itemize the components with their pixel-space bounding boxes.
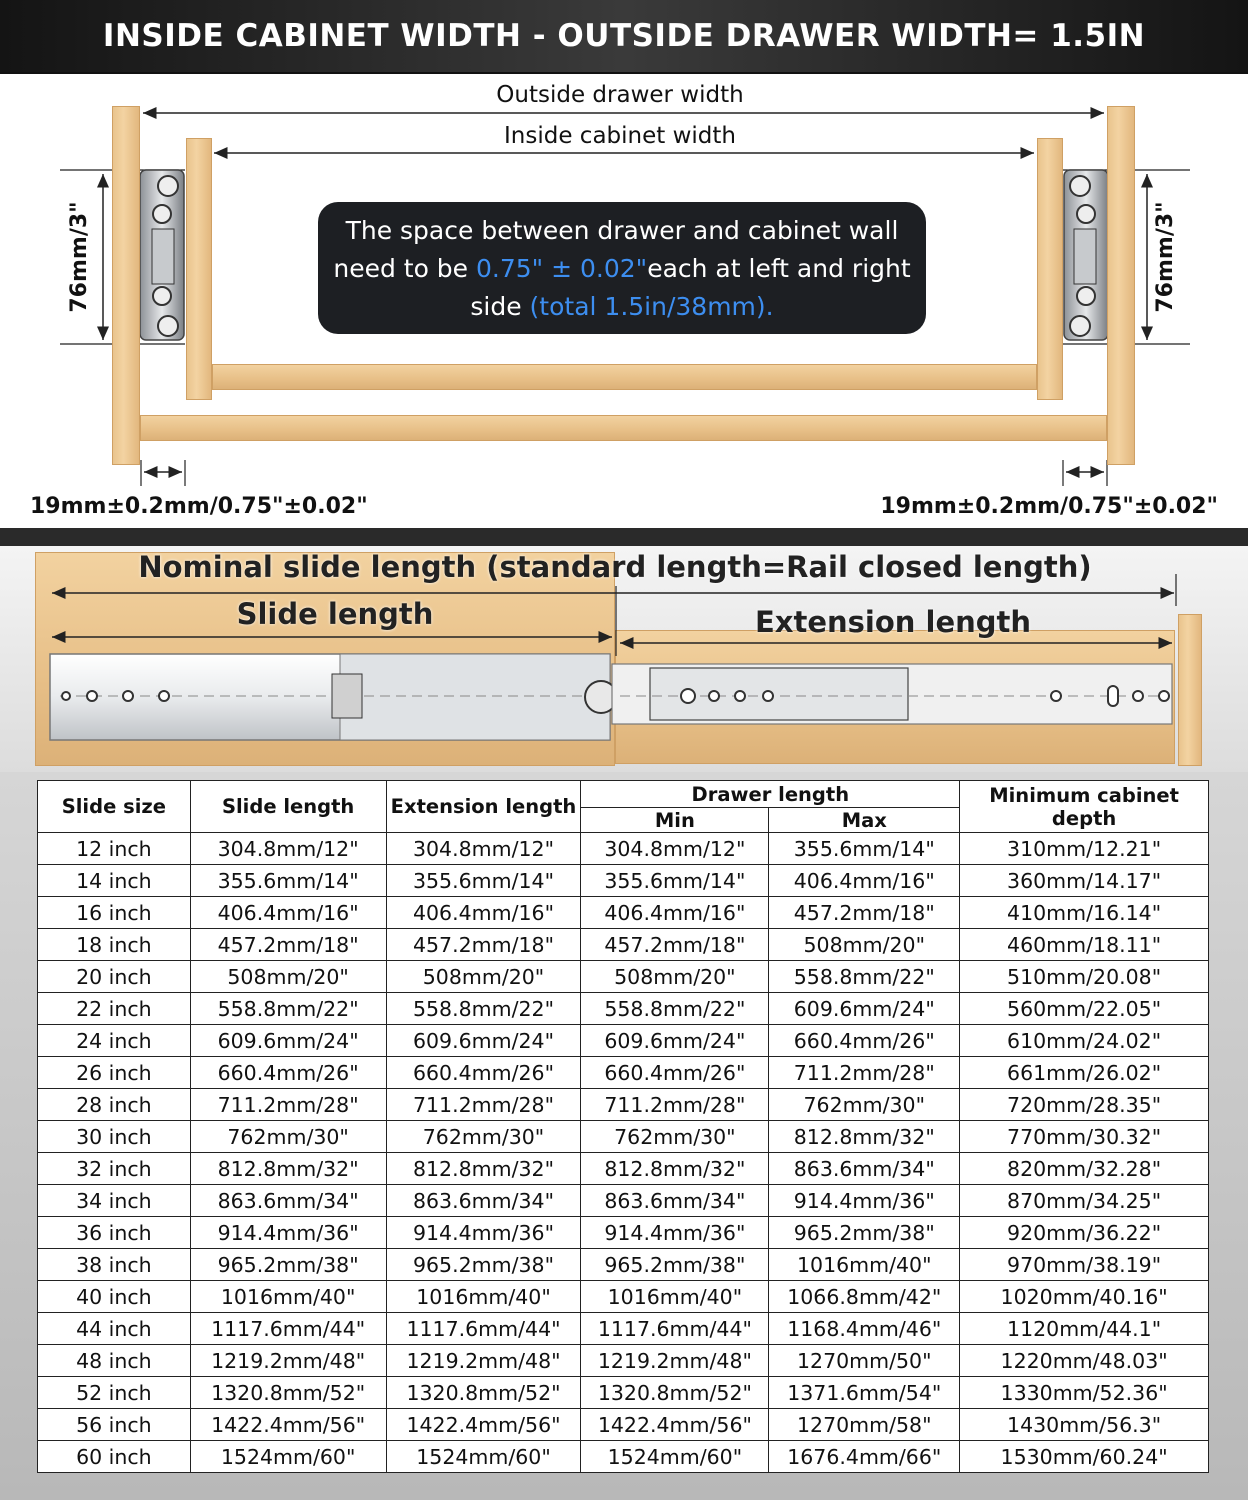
- table-cell: 410mm/16.14": [960, 897, 1209, 929]
- table-cell: 1524mm/60": [386, 1441, 581, 1473]
- table-cell: 1320.8mm/52": [581, 1377, 769, 1409]
- table-cell: 863.6mm/34": [581, 1185, 769, 1217]
- table-row: [38, 865, 1209, 897]
- table-cell: 406.4mm/16": [190, 897, 386, 929]
- table-body: [38, 833, 1209, 1473]
- left-slide-rail: [140, 170, 184, 340]
- table-cell: 457.2mm/18": [581, 929, 769, 961]
- table-cell: 460mm/18.11": [960, 929, 1209, 961]
- table-cell: 914.4mm/36": [581, 1217, 769, 1249]
- table-cell: 12 inch: [38, 833, 191, 865]
- inside-cabinet-width-label: Inside cabinet width: [440, 123, 800, 149]
- table-cell: 762mm/30": [190, 1121, 386, 1153]
- table-cell: 863.6mm/34": [190, 1185, 386, 1217]
- table-cell: 920mm/36.22": [960, 1217, 1209, 1249]
- table-cell: 16 inch: [38, 897, 191, 929]
- table-cell: 34 inch: [38, 1185, 191, 1217]
- table-cell: 965.2mm/38": [581, 1249, 769, 1281]
- table-cell: 355.6mm/14": [386, 865, 581, 897]
- table-row: [38, 929, 1209, 961]
- table-cell: 1020mm/40.16": [960, 1281, 1209, 1313]
- table-cell: 1524mm/60": [581, 1441, 769, 1473]
- table-cell: 1422.4mm/56": [386, 1409, 581, 1441]
- cabinet-wall-left: [112, 106, 140, 465]
- table-row: [38, 1057, 1209, 1089]
- table-cell: 1220mm/48.03": [960, 1345, 1209, 1377]
- table-cell: 52 inch: [38, 1377, 191, 1409]
- table-cell: 1219.2mm/48": [386, 1345, 581, 1377]
- table-cell: 510mm/20.08": [960, 961, 1209, 993]
- callout-line-3: side (total 1.5in/38mm).: [470, 292, 774, 321]
- table-cell: 1066.8mm/42": [769, 1281, 960, 1313]
- table-cell: 360mm/14.17": [960, 865, 1209, 897]
- cabinet-diagram: [0, 74, 1248, 528]
- table-row: [38, 993, 1209, 1025]
- table-cell: 660.4mm/26": [581, 1057, 769, 1089]
- table-cell: 1422.4mm/56": [190, 1409, 386, 1441]
- table-cell: 661mm/26.02": [960, 1057, 1209, 1089]
- table-cell: 304.8mm/12": [190, 833, 386, 865]
- table-cell: 457.2mm/18": [190, 929, 386, 961]
- table-cell: 1016mm/40": [190, 1281, 386, 1313]
- table-cell: 558.8mm/22": [386, 993, 581, 1025]
- table-cell: 1117.6mm/44": [581, 1313, 769, 1345]
- table-cell: 508mm/20": [769, 929, 960, 961]
- header-extension-length: Extension length: [386, 781, 581, 833]
- section-divider: [0, 528, 1248, 546]
- table-row: [38, 1441, 1209, 1473]
- header-min-cabinet-depth: Minimum cabinet depth: [960, 781, 1209, 833]
- outside-drawer-width-label: Outside drawer width: [440, 82, 800, 108]
- table-cell: 508mm/20": [190, 961, 386, 993]
- table-cell: 1320.8mm/52": [386, 1377, 581, 1409]
- table-cell: 1270mm/50": [769, 1345, 960, 1377]
- table-cell: 660.4mm/26": [769, 1025, 960, 1057]
- table-row: [38, 1409, 1209, 1441]
- table-cell: 457.2mm/18": [769, 897, 960, 929]
- slide-length-label: Slide length: [236, 597, 434, 631]
- table-cell: 40 inch: [38, 1281, 191, 1313]
- callout-line-1: The space between drawer and cabinet wall: [345, 216, 899, 245]
- spacing-callout: [318, 202, 926, 334]
- table-cell: 406.4mm/16": [769, 865, 960, 897]
- banner-title: INSIDE CABINET WIDTH - OUTSIDE DRAWER WIDTH= 1.5IN: [102, 18, 1146, 54]
- callout-tolerance-highlight: 0.75" ± 0.02": [476, 254, 648, 283]
- tolerance-label-left: 19mm±0.2mm/0.75"±0.02": [30, 494, 368, 519]
- table-cell: 1524mm/60": [190, 1441, 386, 1473]
- table-cell: 48 inch: [38, 1345, 191, 1377]
- table-cell: 558.8mm/22": [769, 961, 960, 993]
- table-cell: 965.2mm/38": [386, 1249, 581, 1281]
- table-cell: 660.4mm/26": [386, 1057, 581, 1089]
- slide-spec-table: [37, 780, 1209, 1473]
- table-cell: 304.8mm/12": [386, 833, 581, 865]
- table-cell: 406.4mm/16": [581, 897, 769, 929]
- table-cell: 914.4mm/36": [769, 1185, 960, 1217]
- table-cell: 20 inch: [38, 961, 191, 993]
- table-cell: 28 inch: [38, 1089, 191, 1121]
- table-row: [38, 1249, 1209, 1281]
- table-row: [38, 1345, 1209, 1377]
- table-row: [38, 833, 1209, 865]
- table-cell: 914.4mm/36": [386, 1217, 581, 1249]
- table-cell: 508mm/20": [581, 961, 769, 993]
- table-cell: 44 inch: [38, 1313, 191, 1345]
- cabinet-bottom: [140, 415, 1107, 441]
- table-cell: 56 inch: [38, 1409, 191, 1441]
- table-cell: 863.6mm/34": [769, 1153, 960, 1185]
- table-cell: 609.6mm/24": [190, 1025, 386, 1057]
- inner-rail: [612, 664, 1172, 724]
- drawer-side-right: [1037, 138, 1063, 400]
- drawer-side-left: [186, 138, 212, 400]
- table-cell: 1676.4mm/66": [769, 1441, 960, 1473]
- table-row: [38, 1025, 1209, 1057]
- table-cell: 1016mm/40": [581, 1281, 769, 1313]
- table-cell: 1117.6mm/44": [386, 1313, 581, 1345]
- table-cell: 22 inch: [38, 993, 191, 1025]
- table-cell: 870mm/34.25": [960, 1185, 1209, 1217]
- table-cell: 1168.4mm/46": [769, 1313, 960, 1345]
- table-cell: 36 inch: [38, 1217, 191, 1249]
- table-cell: 1117.6mm/44": [190, 1313, 386, 1345]
- table-cell: 711.2mm/28": [769, 1057, 960, 1089]
- table-cell: 560mm/22.05": [960, 993, 1209, 1025]
- table-cell: 508mm/20": [386, 961, 581, 993]
- table-cell: 965.2mm/38": [769, 1217, 960, 1249]
- table-cell: 1016mm/40": [769, 1249, 960, 1281]
- header-min: Min: [581, 808, 769, 833]
- table-cell: 1270mm/58": [769, 1409, 960, 1441]
- table-cell: 1219.2mm/48": [190, 1345, 386, 1377]
- extension-length-label: Extension length: [754, 605, 1032, 639]
- table-cell: 711.2mm/28": [386, 1089, 581, 1121]
- table-cell: 32 inch: [38, 1153, 191, 1185]
- outer-rail: [50, 654, 617, 740]
- table-cell: 1371.6mm/54": [769, 1377, 960, 1409]
- table-cell: 1016mm/40": [386, 1281, 581, 1313]
- nominal-slide-length-label: Nominal slide length (standard length=Rail closed length): [138, 550, 1092, 584]
- table-cell: 1330mm/52.36": [960, 1377, 1209, 1409]
- table-cell: 18 inch: [38, 929, 191, 961]
- table-cell: 1120mm/44.1": [960, 1313, 1209, 1345]
- table-cell: 914.4mm/36": [190, 1217, 386, 1249]
- header-max: Max: [769, 808, 960, 833]
- table-cell: 1219.2mm/48": [581, 1345, 769, 1377]
- table-cell: 310mm/12.21": [960, 833, 1209, 865]
- header-slide-size: Slide size: [38, 781, 191, 833]
- table-cell: 711.2mm/28": [581, 1089, 769, 1121]
- callout-line-2: need to be 0.75" ± 0.02"each at left and right: [333, 254, 911, 283]
- right-slide-rail: [1064, 170, 1108, 340]
- table-cell: 812.8mm/32": [581, 1153, 769, 1185]
- table-row: [38, 1121, 1209, 1153]
- table-cell: 863.6mm/34": [386, 1185, 581, 1217]
- table-cell: 762mm/30": [386, 1121, 581, 1153]
- table-cell: 762mm/30": [769, 1089, 960, 1121]
- table-cell: 1430mm/56.3": [960, 1409, 1209, 1441]
- table-cell: 1530mm/60.24": [960, 1441, 1209, 1473]
- table-cell: 610mm/24.02": [960, 1025, 1209, 1057]
- table-cell: 558.8mm/22": [190, 993, 386, 1025]
- table-row: [38, 1281, 1209, 1313]
- table-row: [38, 897, 1209, 929]
- table-cell: 30 inch: [38, 1121, 191, 1153]
- table-cell: 609.6mm/24": [386, 1025, 581, 1057]
- table-cell: 1320.8mm/52": [190, 1377, 386, 1409]
- table-cell: 660.4mm/26": [190, 1057, 386, 1089]
- table-cell: 304.8mm/12": [581, 833, 769, 865]
- table-row: [38, 1313, 1209, 1345]
- tolerance-label-right: 19mm±0.2mm/0.75"±0.02": [880, 494, 1218, 519]
- table-row: [38, 1089, 1209, 1121]
- height-label-left: 76mm/3": [67, 201, 92, 313]
- table-cell: 812.8mm/32": [769, 1121, 960, 1153]
- table-cell: 24 inch: [38, 1025, 191, 1057]
- table-row: [38, 1377, 1209, 1409]
- table-cell: 770mm/30.32": [960, 1121, 1209, 1153]
- table-row: [38, 1217, 1209, 1249]
- table-cell: 820mm/32.28": [960, 1153, 1209, 1185]
- callout-total-highlight: (total 1.5in/38mm).: [529, 292, 774, 321]
- table-row: [38, 961, 1209, 993]
- table-row: [38, 1185, 1209, 1217]
- table-cell: 38 inch: [38, 1249, 191, 1281]
- table-cell: 355.6mm/14": [581, 865, 769, 897]
- table-cell: 60 inch: [38, 1441, 191, 1473]
- table-cell: 406.4mm/16": [386, 897, 581, 929]
- table-cell: 457.2mm/18": [386, 929, 581, 961]
- header-slide-length: Slide length: [190, 781, 386, 833]
- header-drawer-length: Drawer length: [581, 781, 960, 808]
- table-cell: 965.2mm/38": [190, 1249, 386, 1281]
- table-cell: 355.6mm/14": [769, 833, 960, 865]
- table-cell: 26 inch: [38, 1057, 191, 1089]
- table-cell: 812.8mm/32": [190, 1153, 386, 1185]
- table-cell: 558.8mm/22": [581, 993, 769, 1025]
- table-cell: 609.6mm/24": [581, 1025, 769, 1057]
- table-cell: 711.2mm/28": [190, 1089, 386, 1121]
- table-cell: 970mm/38.19": [960, 1249, 1209, 1281]
- table-cell: 1422.4mm/56": [581, 1409, 769, 1441]
- table-cell: 762mm/30": [581, 1121, 769, 1153]
- table-cell: 720mm/28.35": [960, 1089, 1209, 1121]
- table-cell: 355.6mm/14": [190, 865, 386, 897]
- height-label-right: 76mm/3": [1153, 201, 1178, 313]
- table-cell: 609.6mm/24": [769, 993, 960, 1025]
- table-cell: 812.8mm/32": [386, 1153, 581, 1185]
- table-cell: 14 inch: [38, 865, 191, 897]
- table-row: [38, 1153, 1209, 1185]
- cabinet-wall-right: [1107, 106, 1135, 465]
- drawer-bottom: [212, 364, 1037, 390]
